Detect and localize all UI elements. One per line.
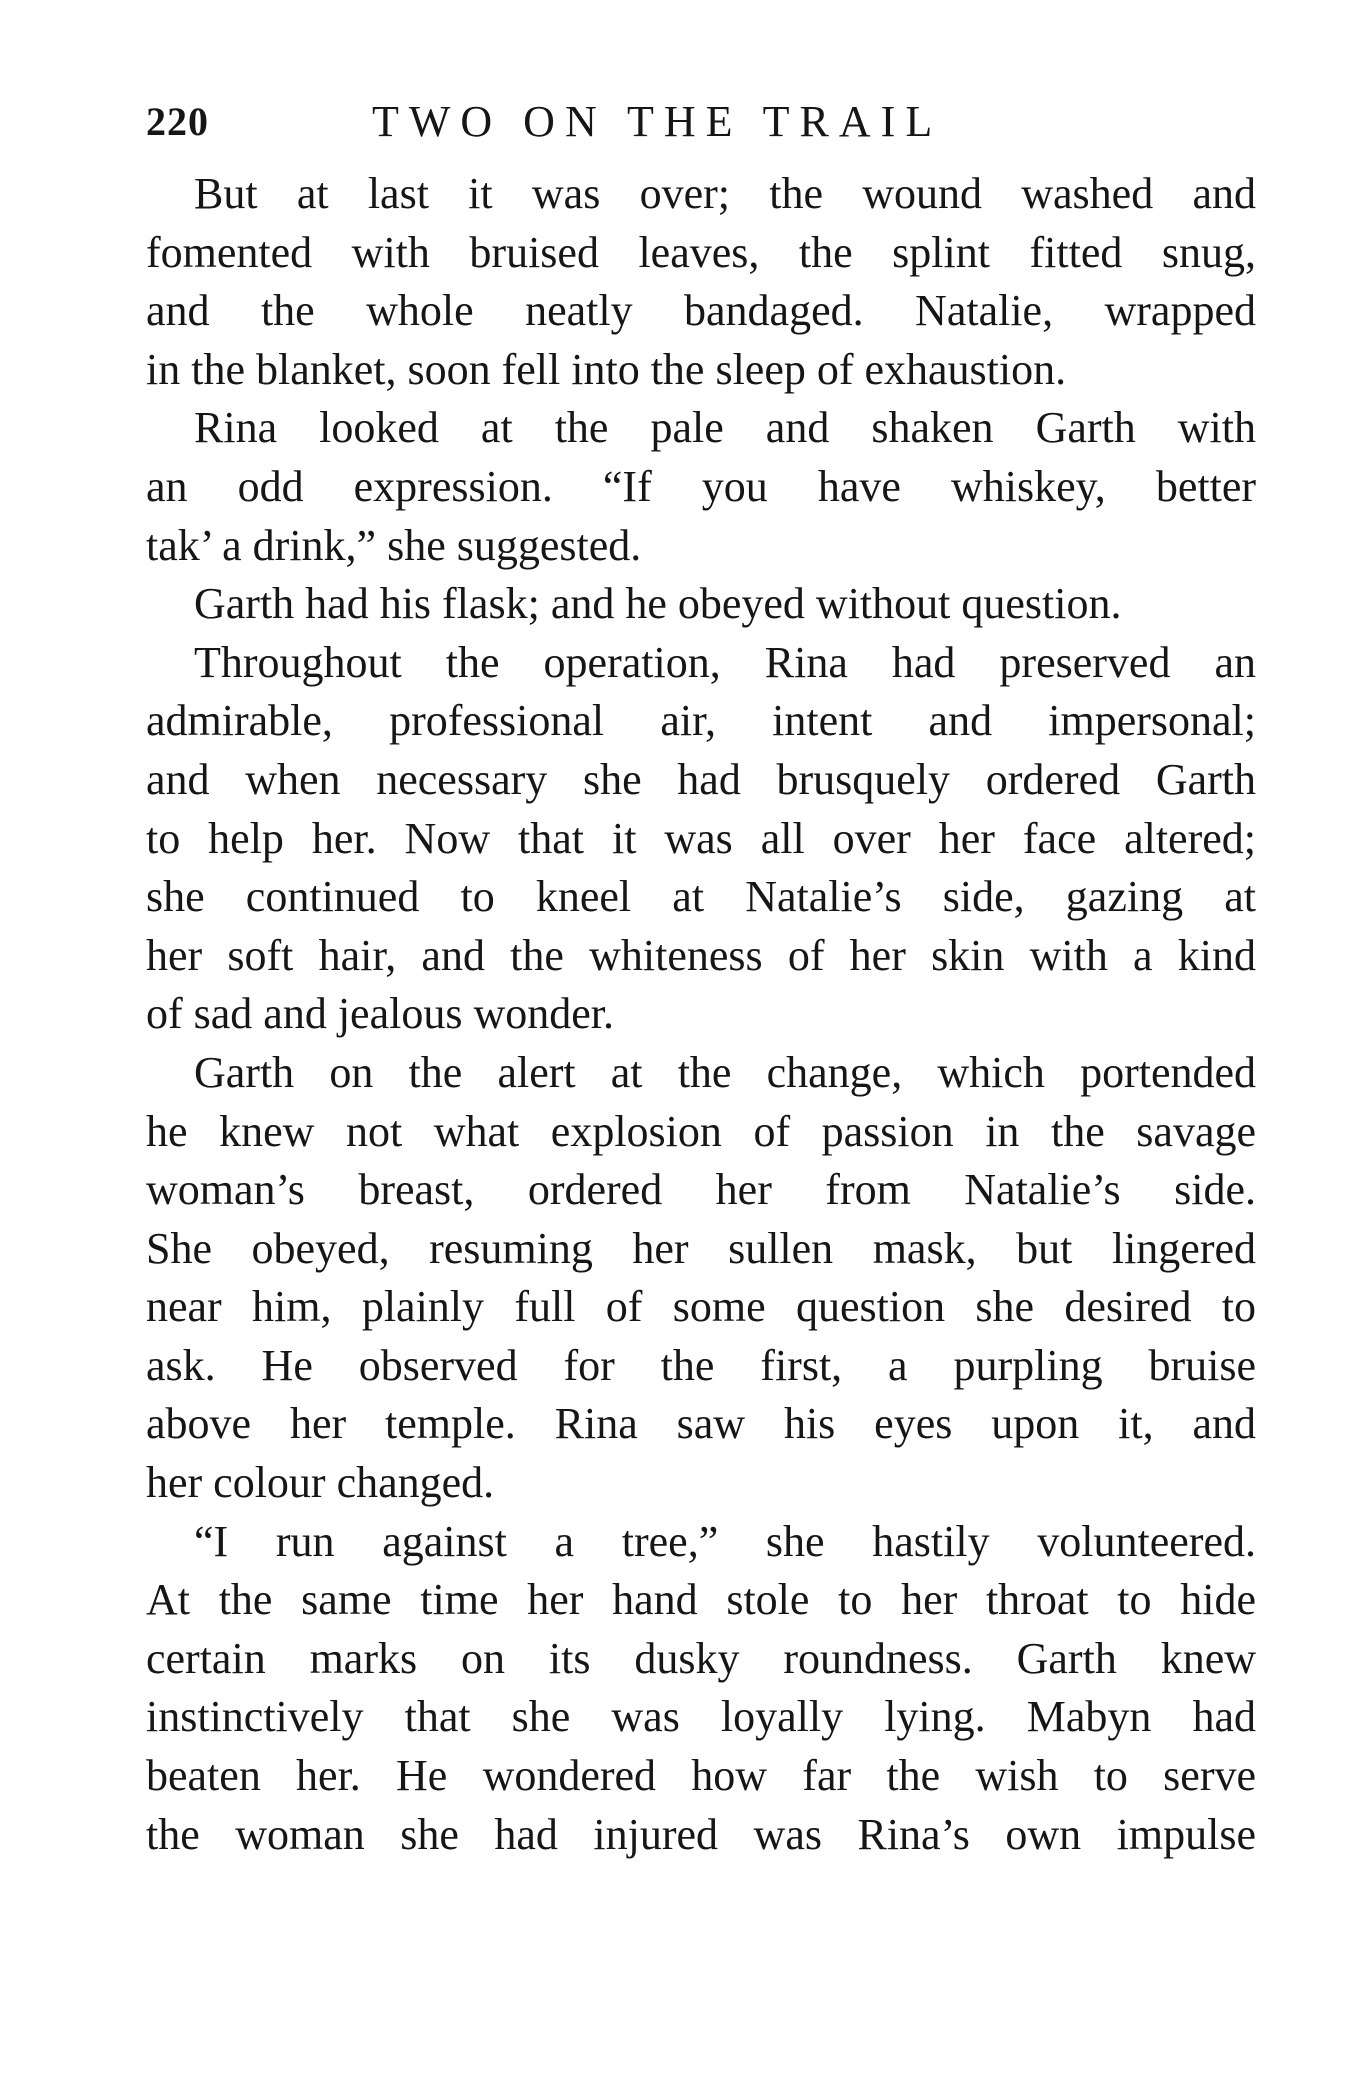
text-line: beaten her. He wondered how far the wish to serve bbox=[146, 1751, 1256, 1801]
book-title: TWO ON THE TRAIL bbox=[372, 97, 943, 146]
text-line: Garth had his flask; and he obeyed without question. bbox=[194, 579, 1122, 629]
text-line: certain marks on its dusky roundness. Garth knew bbox=[146, 1633, 1256, 1683]
text-line: near him, plainly full of some question she desired to bbox=[146, 1282, 1256, 1332]
body-text bbox=[146, 165, 1256, 1864]
text-line: instinctively that she was loyally lying. Mabyn had bbox=[146, 1692, 1256, 1742]
text-line: of sad and jealous wonder. bbox=[146, 989, 614, 1039]
text-line: her soft hair, and the whiteness of her skin with a kind bbox=[146, 930, 1256, 980]
text-line: At the same time her hand stole to her throat to hide bbox=[146, 1575, 1256, 1625]
text-line: Garth on the alert at the change, which portended bbox=[194, 1047, 1256, 1097]
text-line: fomented with bruised leaves, the splint fitted snug, bbox=[146, 227, 1256, 277]
text-line: She obeyed, resuming her sullen mask, but lingered bbox=[146, 1223, 1256, 1273]
text-line: he knew not what explosion of passion in the savage bbox=[146, 1106, 1256, 1156]
text-line: in the blanket, soon fell into the sleep of exhaustion. bbox=[146, 344, 1067, 394]
text-line: Throughout the operation, Rina had preserved an bbox=[194, 637, 1256, 687]
text-line: ask. He observed for the first, a purpling bruise bbox=[146, 1340, 1256, 1390]
running-head bbox=[146, 94, 1256, 150]
text-line: woman’s breast, ordered her from Natalie’s side. bbox=[146, 1165, 1256, 1215]
text-line: admirable, professional air, intent and impersonal; bbox=[146, 696, 1256, 746]
text-line: the woman she had injured was Rina’s own impulse bbox=[146, 1809, 1256, 1859]
text-line: and when necessary she had brusquely ordered Garth bbox=[146, 754, 1256, 804]
text-line: an odd expression. “If you have whiskey, better bbox=[146, 461, 1256, 511]
page-number: 220 bbox=[146, 99, 209, 144]
text-line: tak’ a drink,” she suggested. bbox=[146, 520, 642, 570]
text-line: “I run against a tree,” she hastily volunteered. bbox=[194, 1516, 1256, 1566]
text-line: to help her. Now that it was all over her face altered; bbox=[146, 813, 1256, 863]
text-line: Rina looked at the pale and shaken Garth with bbox=[194, 403, 1256, 453]
text-line: above her temple. Rina saw his eyes upon it, and bbox=[146, 1399, 1256, 1449]
text-line: her colour changed. bbox=[146, 1458, 495, 1508]
text-line: and the whole neatly bandaged. Natalie, wrapped bbox=[146, 286, 1256, 336]
text-line: she continued to kneel at Natalie’s side, gazing at bbox=[146, 872, 1256, 922]
text-line: But at last it was over; the wound washed and bbox=[194, 169, 1256, 218]
